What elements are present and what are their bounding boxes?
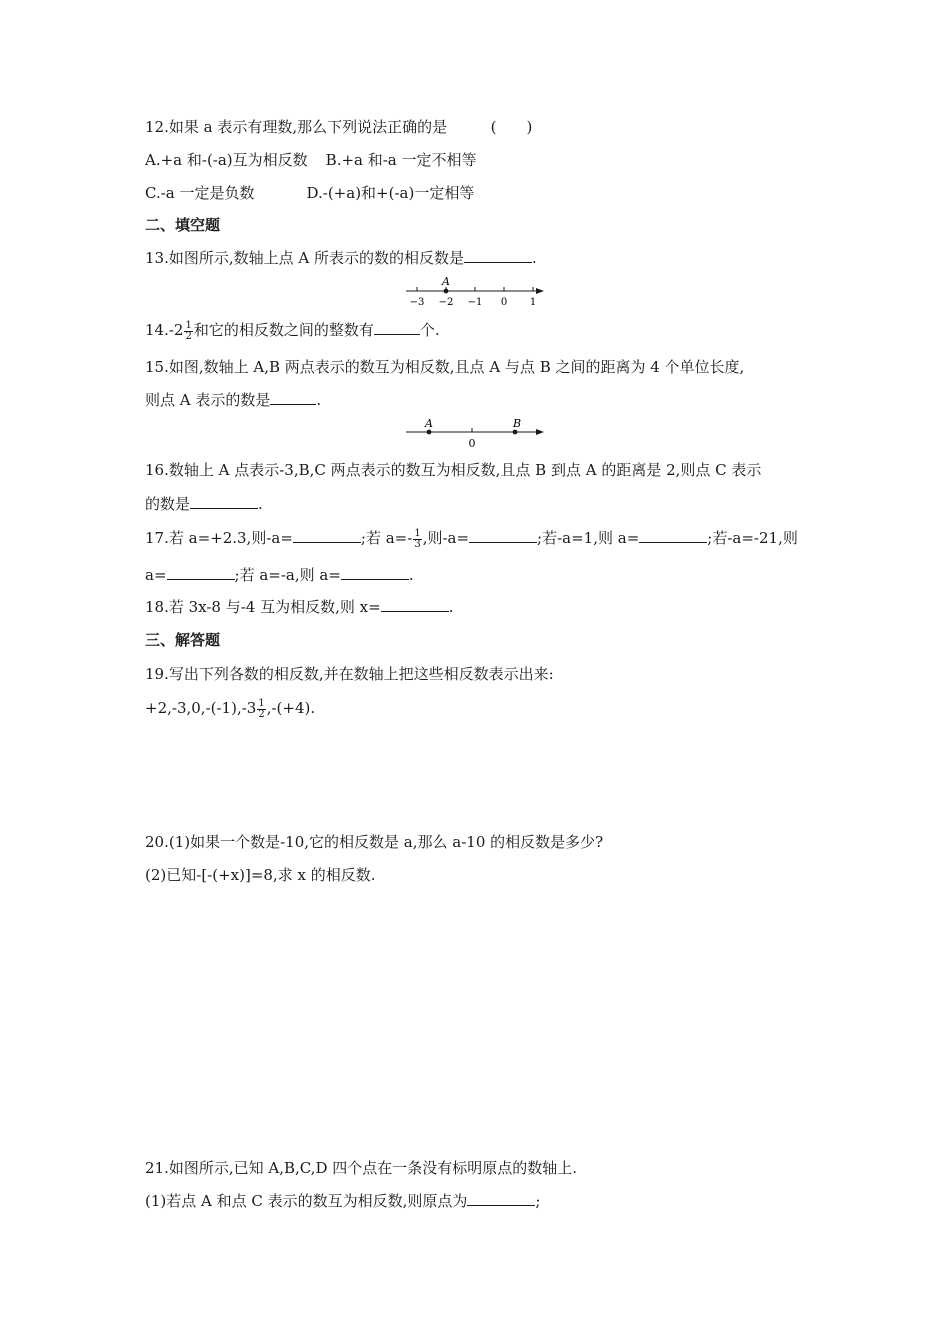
- q19-part2: ,-(+4).: [266, 699, 316, 717]
- q14-answer-blank[interactable]: [374, 320, 420, 335]
- q13-axis-arrow: [536, 288, 544, 294]
- q16-line2: [145, 494, 263, 514]
- q17-frac-den: 3: [414, 538, 421, 550]
- q21-line1: 21.如图所示,已知 A,B,C,D 四个点在一条没有标明原点的数轴上.: [145, 1159, 578, 1177]
- q12-stem-line: [145, 117, 532, 137]
- q13-tick-label: 1: [529, 297, 537, 308]
- q12-option-c: C.-a 一定是负数: [145, 184, 255, 202]
- q17-blank-1[interactable]: [293, 528, 361, 543]
- q13-line: [145, 248, 537, 268]
- q15-end: .: [316, 391, 322, 409]
- q15-point-b: [513, 430, 518, 435]
- q13-point-a: [444, 289, 449, 294]
- q17-part2: ;若 a=-: [360, 529, 413, 547]
- q14-prefix: 14.-2: [145, 321, 184, 339]
- q14-suffix: 和它的相反数之间的整数有: [193, 321, 374, 339]
- q17-frac-num: 1: [414, 527, 421, 539]
- q17-line1: [145, 528, 798, 550]
- q17-part7: ;若 a=-a,则 a=: [234, 566, 341, 584]
- q12-option-b: B.+a 和-a 一定不相等: [325, 151, 477, 169]
- q13-tick-label: 0: [500, 297, 508, 308]
- q16-end: .: [258, 495, 263, 513]
- q20-line2: (2)已知-[-(+x)]=8,求 x 的相反数.: [145, 866, 376, 884]
- q17-line2: [145, 565, 414, 585]
- section-fill-in-heading: 二、填空题: [145, 216, 221, 234]
- q15-line2: [145, 390, 321, 410]
- q13-text: 13.如图所示,数轴上点 A 所表示的数的相反数是: [145, 249, 464, 267]
- q14-frac-den: 2: [185, 330, 192, 342]
- q17-part5: ;若-a=-21,则: [707, 529, 798, 547]
- q19-line2: [145, 698, 315, 720]
- q21-end: ;: [535, 1192, 541, 1210]
- q12-options-cd: [145, 183, 474, 203]
- q14-end: 个.: [419, 321, 440, 339]
- q17-blank-3[interactable]: [639, 528, 707, 543]
- q15-text: 则点 A 表示的数是: [145, 391, 271, 409]
- q18-text: 18.若 3x-8 与-4 互为相反数,则 x=: [145, 598, 381, 616]
- q15-answer-blank[interactable]: [270, 390, 316, 405]
- q19-fraction: [257, 699, 265, 720]
- q13-end: .: [532, 249, 537, 267]
- q18-end: .: [448, 598, 454, 616]
- q17-part6: a=: [145, 566, 167, 584]
- q15-number-line: [404, 414, 550, 450]
- q14-frac-num: 1: [185, 319, 192, 331]
- q12-option-a: A.+a 和-(-a)互为相反数: [145, 151, 308, 169]
- q15-line1: 15.如图,数轴上 A,B 两点表示的数互为相反数,且点 A 与点 B 之间的距离为 4 个单位长度,: [145, 358, 745, 376]
- q15-point-a-label: A: [425, 417, 433, 430]
- q17-end: .: [408, 566, 414, 584]
- q13-point-a-label: A: [442, 275, 450, 288]
- q14-line: [145, 320, 440, 342]
- q17-fraction: [413, 529, 421, 550]
- q12-option-d: D.-(+a)和+(-a)一定相等: [306, 184, 475, 202]
- q12-stem: 12.如果 a 表示有理数,那么下列说法正确的是: [145, 118, 448, 136]
- q16-text: 的数是: [145, 495, 191, 513]
- q16-line1: 16.数轴上 A 点表示-3,B,C 两点表示的数互为相反数,且点 B 到点 A 的距离是 2,则点 C 表示: [145, 461, 762, 479]
- q18-answer-blank[interactable]: [381, 597, 449, 612]
- q17-part4: ;若-a=1,则 a=: [537, 529, 640, 547]
- q15-axis-arrow: [536, 429, 544, 435]
- q21-line2: [145, 1191, 540, 1211]
- q12-options-ab: [145, 150, 477, 170]
- q13-tick-label: −1: [467, 297, 483, 308]
- q15-point-b-label: B: [512, 417, 522, 430]
- q12-answer-paren: ( ): [490, 118, 533, 136]
- q19-part1: +2,-3,0,-(-1),-3: [145, 699, 257, 717]
- q14-fraction: [184, 321, 192, 342]
- q20-line1: 20.(1)如果一个数是-10,它的相反数是 a,那么 a-10 的相反数是多少?: [145, 833, 604, 851]
- q19-frac-num: 1: [258, 697, 265, 709]
- q21-answer-blank[interactable]: [467, 1191, 535, 1206]
- q13-tick-label: −3: [409, 297, 425, 308]
- q17-part1: 17.若 a=+2.3,则-a=: [145, 529, 293, 547]
- q17-blank-5[interactable]: [341, 565, 409, 580]
- q15-point-a: [427, 430, 432, 435]
- q19-line1: 19.写出下列各数的相反数,并在数轴上把这些相反数表示出来:: [145, 665, 554, 683]
- q18-line: [145, 597, 453, 617]
- q17-blank-4[interactable]: [167, 565, 235, 580]
- q16-answer-blank[interactable]: [190, 494, 258, 509]
- q21-text: (1)若点 A 和点 C 表示的数互为相反数,则原点为: [145, 1192, 468, 1210]
- q13-number-line: [400, 272, 550, 308]
- q13-tick-label: −2: [438, 297, 454, 308]
- q19-frac-den: 2: [258, 708, 265, 720]
- q15-zero-label: 0: [468, 437, 476, 450]
- q17-part3: ,则-a=: [422, 529, 470, 547]
- q13-answer-blank[interactable]: [464, 248, 532, 263]
- section-solve-heading: 三、解答题: [145, 631, 221, 649]
- q17-blank-2[interactable]: [469, 528, 537, 543]
